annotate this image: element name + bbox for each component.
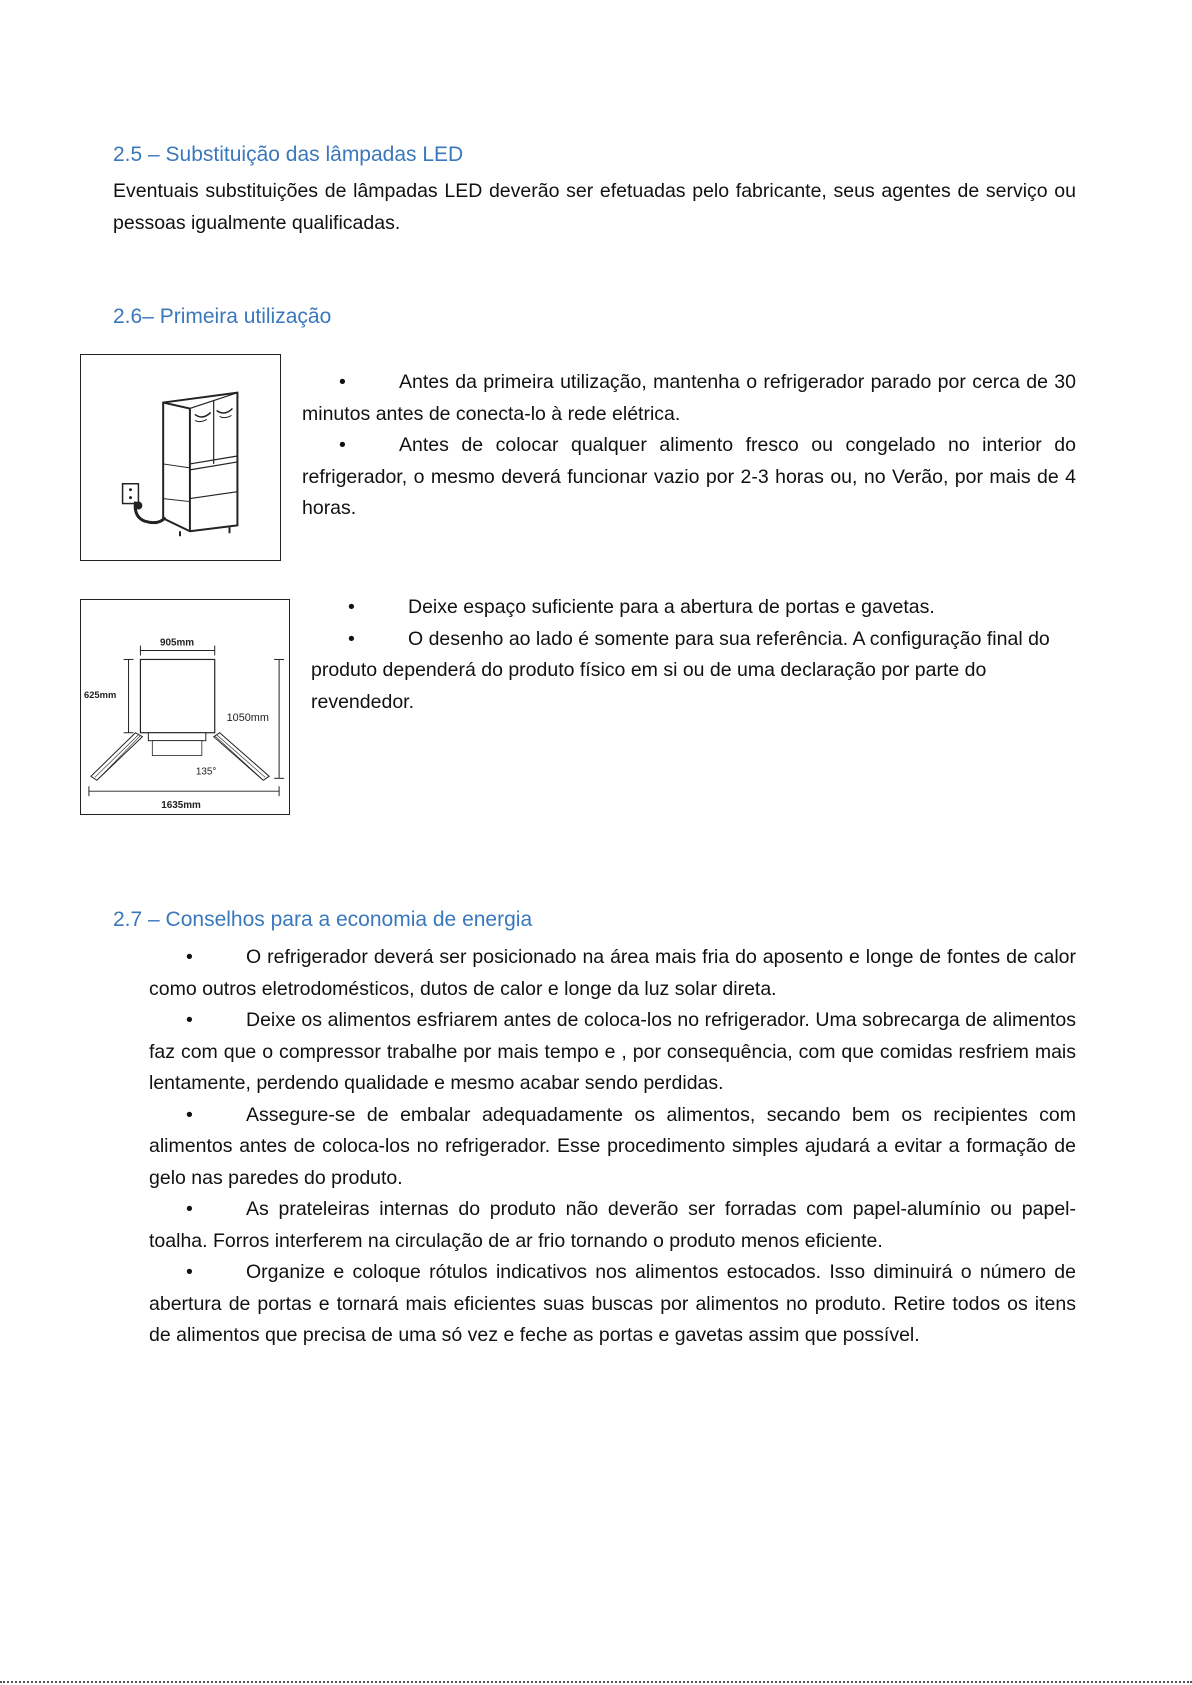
bullet-icon: • bbox=[348, 627, 355, 650]
list-item bbox=[149, 1194, 1076, 1257]
bullet-text: As prateleiras internas do produto não deverão ser forradas com papel-alumínio ou papel-toalha. Forros interferem na circulação de ar frio tornando o produto menos eficiente. bbox=[149, 1198, 1076, 1252]
bullet-text: Deixe os alimentos esfriarem antes de coloca-los no refrigerador. Uma sobrecarga de alimentos faz com que o compressor trabalhe por mais tempo e , por consequência, com que comidas resfriem mais lentamente, perdendo qualidade e mesmo acabar sendo perdidas. bbox=[149, 1009, 1076, 1094]
bullet-icon: • bbox=[186, 1009, 193, 1031]
bullet-text: Antes de colocar qualquer alimento fresco ou congelado no interior do refrigerador, o mesmo deverá funcionar vazio por 2-3 horas ou, no Verão, por mais de 4 horas. bbox=[302, 434, 1076, 519]
bullet-text: Assegure-se de embalar adequadamente os alimentos, secando bem os recipientes com alimentos antes de coloca-los no refrigerador. Esse procedimento simples ajudará a evitar a formação de gelo nas paredes do produto. bbox=[149, 1103, 1076, 1189]
bullet-text: Antes da primeira utilização, mantenha o refrigerador parado por cerca de 30 minutos antes de conecta-lo à rede elétrica. bbox=[302, 371, 1076, 425]
list-item bbox=[149, 1257, 1076, 1352]
dimensions-drawing bbox=[81, 600, 289, 814]
list-item bbox=[149, 1100, 1076, 1195]
bullet-icon: • bbox=[186, 1103, 193, 1126]
bullet-text: Organize e coloque rótulos indicativos nos alimentos estocados. Isso diminuirá o número de abertura de portas e tornará mais eficientes suas buscas por alimentos no produto. Retire todos os itens de alimentos que precisa de uma só vez e feche as portas e gavetas assim que possível. bbox=[149, 1261, 1076, 1346]
refrigerator-plug-illustration bbox=[80, 354, 281, 561]
list-item bbox=[302, 430, 1076, 525]
first-use-bullets bbox=[302, 367, 1076, 525]
space-bullets bbox=[311, 592, 1091, 718]
bullet-icon: • bbox=[339, 434, 346, 456]
section-2-5-body: Eventuais substituições de lâmpadas LED deverão ser efetuadas pelo fabricante, seus agentes de serviço ou pessoas igualmente qualificadas. bbox=[113, 180, 1076, 234]
refrigerator-plug-drawing bbox=[81, 355, 280, 560]
angle-label: 135° bbox=[195, 766, 217, 778]
bullet-icon: • bbox=[186, 1261, 193, 1283]
list-item bbox=[311, 624, 1091, 719]
width-dimension-label: 905mm bbox=[160, 637, 195, 649]
list-item bbox=[149, 942, 1076, 1005]
page-bottom-border bbox=[0, 1681, 1192, 1683]
open-depth-dimension-label: 1050mm bbox=[226, 711, 269, 724]
section-2-7-title: 2.7 – Conselhos para a economia de energia bbox=[113, 908, 533, 931]
open-width-dimension-label: 1635mm bbox=[161, 800, 201, 812]
bullet-icon: • bbox=[186, 946, 193, 968]
dimensions-diagram bbox=[80, 599, 290, 815]
bullet-icon: • bbox=[348, 596, 355, 618]
bullet-text: O desenho ao lado é somente para sua referência. A configuração final do produto dependerá do produto físico em si ou de uma declaração por parte do revendedor. bbox=[311, 627, 1050, 713]
bullet-text: Deixe espaço suficiente para a abertura de portas e gavetas. bbox=[408, 596, 935, 618]
bullet-text: O refrigerador deverá ser posicionado na área mais fria do aposento e longe de fontes de calor como outros eletrodomésticos, dutos de calor e longe da luz solar direta. bbox=[149, 946, 1076, 1000]
depth-dimension-label: 625mm bbox=[83, 689, 117, 701]
section-2-6-title: 2.6– Primeira utilização bbox=[113, 305, 332, 328]
list-item bbox=[302, 367, 1076, 430]
bullet-icon: • bbox=[186, 1198, 193, 1220]
energy-saving-bullets bbox=[149, 942, 1076, 1352]
list-item bbox=[311, 592, 1091, 624]
section-2-5-title: 2.5 – Substituição das lâmpadas LED bbox=[113, 143, 464, 166]
list-item bbox=[149, 1005, 1076, 1100]
bullet-icon: • bbox=[339, 371, 346, 393]
